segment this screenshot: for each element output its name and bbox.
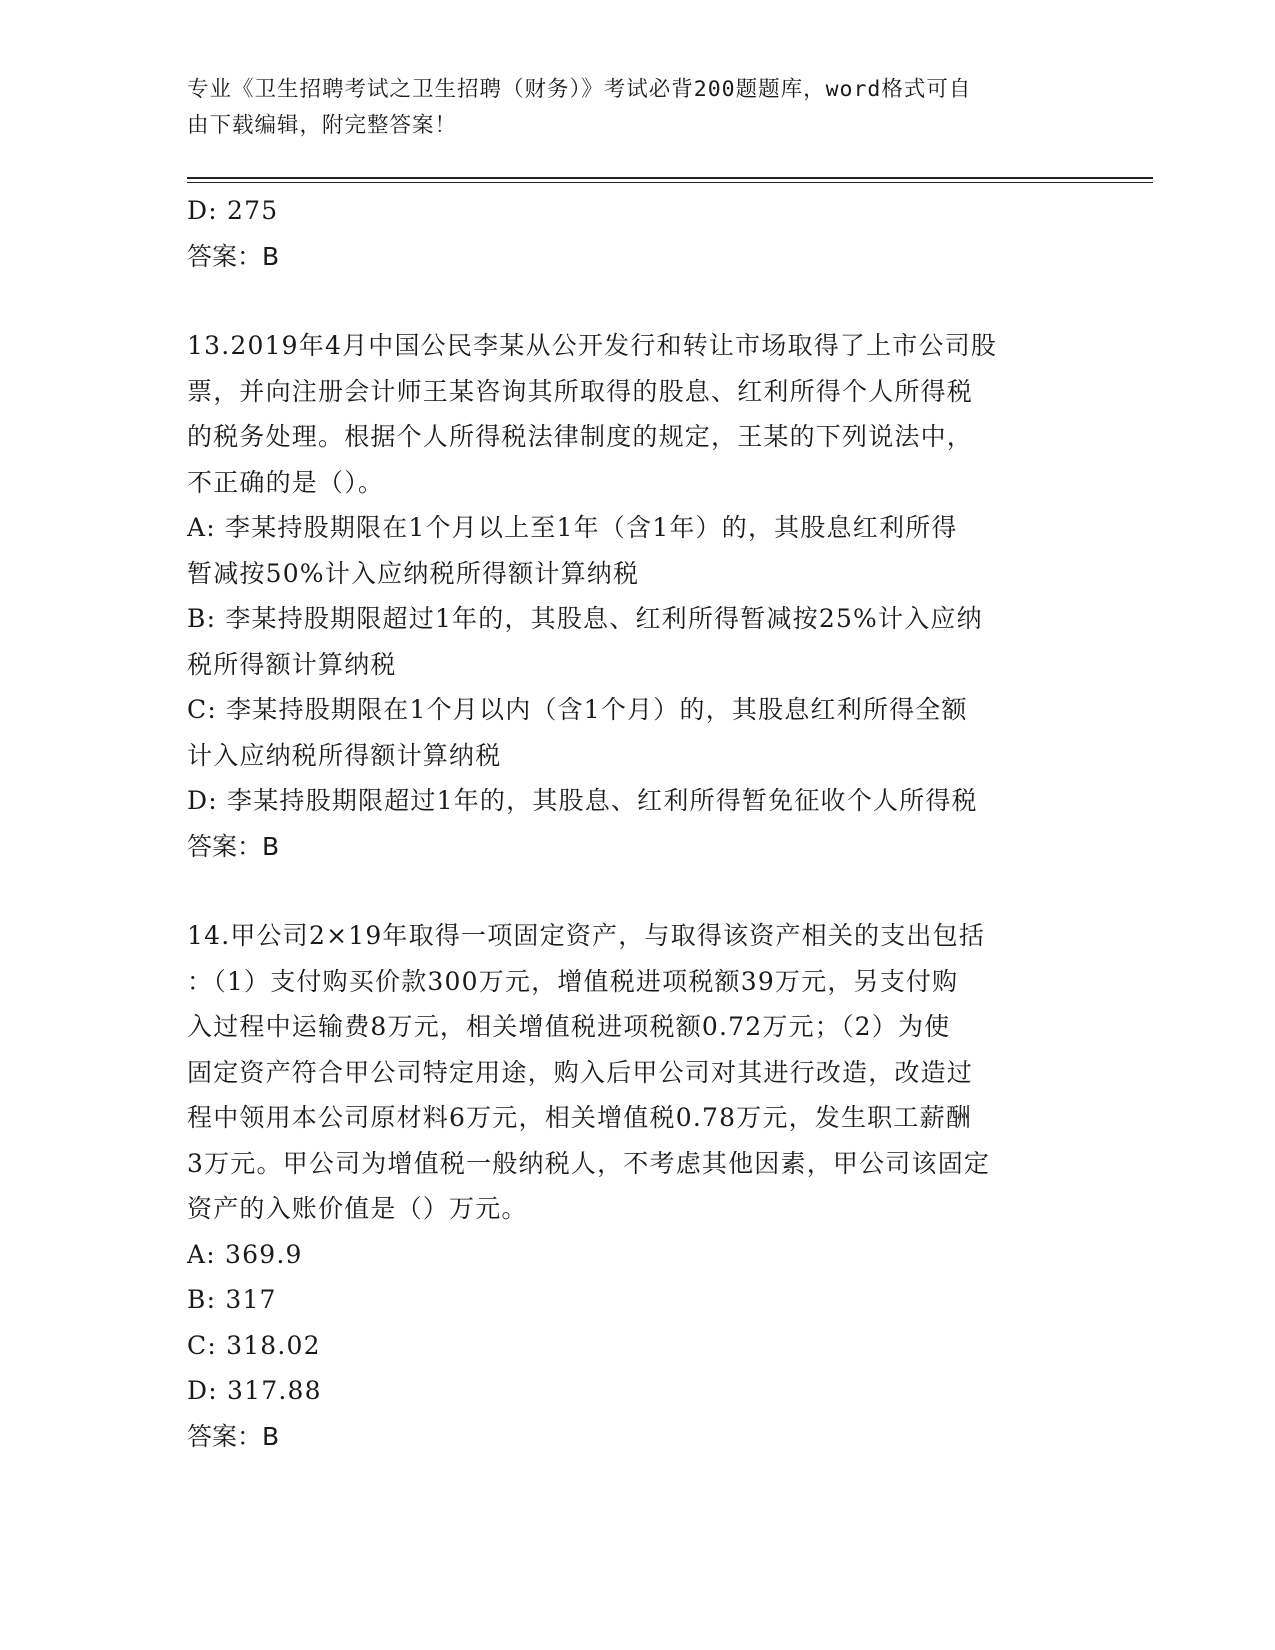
question-stem-line: 14.甲公司2×19年取得一项固定资产，与取得该资产相关的支出包括 [187, 921, 986, 950]
option-d: D: 李某持股期限超过1年的，其股息、红利所得暂免征收个人所得税 [187, 786, 978, 815]
document-body [187, 188, 1087, 1459]
header-line: 由下载编辑，附完整答案！ [187, 113, 458, 138]
header-line: 专业《卫生招聘考试之卫生招聘（财务）》考试必背200题题库，word格式可自 [187, 77, 972, 102]
option-d: D: 275 [187, 196, 279, 225]
question-stem-line: 程中领用本公司原材料6万元，相关增值税0.78万元，发生职工薪酬 [187, 1103, 972, 1132]
question-14 [187, 913, 1087, 1459]
question-stem-line: 的税务处理。根据个人所得税法律制度的规定，王某的下列说法中， [187, 422, 974, 451]
spacer [187, 279, 1087, 323]
answer-line: 答案：B [187, 831, 280, 861]
header-divider [187, 177, 1153, 179]
question-stem-line: 入过程中运输费8万元，相关增值税进项税额0.72万元；（2）为使 [187, 1012, 951, 1041]
question-13 [187, 323, 1087, 869]
question-stem-line: 固定资产符合甲公司特定用途，购入后甲公司对其进行改造，改造过 [187, 1057, 974, 1087]
option-a: A: 369.9 [187, 1239, 303, 1269]
question-stem-line: 票，并向注册会计师王某咨询其所取得的股息、红利所得个人所得税 [187, 376, 974, 406]
answer-line: 答案：B [187, 241, 280, 271]
option-a: A: 李某持股期限在1个月以上至1年（含1年）的，其股息红利所得 [187, 513, 958, 542]
question-stem-line: 资产的入账价值是（）万元。 [187, 1194, 528, 1223]
question-stem-line: 13.2019年4月中国公民李某从公开发行和转让市场取得了上市公司股 [187, 331, 998, 360]
question-stem-line: 不正确的是（）。 [187, 467, 385, 497]
option-b: B: 317 [187, 1285, 277, 1314]
header-divider-thin [187, 182, 1153, 183]
question-stem-line: 3万元。甲公司为增值税一般纳税人，不考虑其他因素，甲公司该固定 [187, 1148, 991, 1178]
answer-line: 答案：B [187, 1421, 280, 1451]
document-header [187, 72, 1067, 144]
option-c: C: 李某持股期限在1个月以内（含1个月）的，其股息红利所得全额 [187, 695, 968, 724]
option-c: C: 318.02 [187, 1330, 321, 1360]
option-b-cont: 税所得额计算纳税 [187, 649, 397, 679]
option-c-cont: 计入应纳税所得额计算纳税 [187, 740, 502, 770]
question-stem-line: ：（1）支付购买价款300万元，增值税进项税额39万元，另支付购 [187, 966, 959, 996]
option-b: B: 李某持股期限超过1年的，其股息、红利所得暂减按25%计入应纳 [187, 604, 983, 633]
option-d: D: 317.88 [187, 1376, 322, 1405]
spacer [187, 869, 1087, 913]
option-a-cont: 暂减按50%计入应纳税所得额计算纳税 [187, 558, 640, 588]
previous-question-tail [187, 188, 1087, 279]
